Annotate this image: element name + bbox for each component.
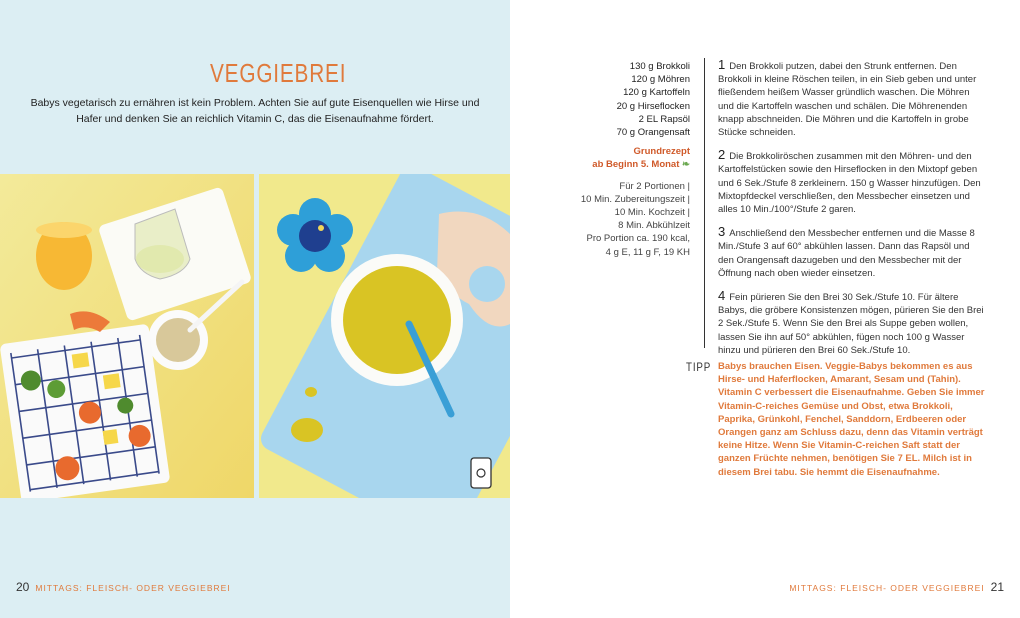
ingredient: 20 g Hirseflocken: [616, 100, 690, 112]
step: 2 Die Brokkoliröschen zusammen mit den Möhren- und den Kartoffelstücken sowie den Hirseflocken in den Mixtopf geben und 6 Sek./Stufe 8 zerkleinern. 150 g Wasser hinzufügen. Den Mixtopfdeckel verschließen, den Messbecher einsetzen und alles 10 Min./100°/Stufe 2 garen.: [718, 147, 981, 216]
tip-text: Babys brauchen Eisen. Veggie-Babys bekommen es aus Hirse- und Haferflocken, Amarant, Sesam und (Tahin). Vitamin C verbessert die Eisenaufnahme. Geben Sie immer Vitamin-C-reiches Gemüse und Obst, etwa Brokkoli, Paprika, Grünkohl, Fenchel, Sanddorn, Erdbeeren oder Orangen ganz am Schluss dazu, denn das Vitamin verträgt keine Hitze. Wenn Sie Vitamin-C-reichen Saft statt der ganzen Früchte nehmen, benötigen Sie 7 EL. Milch ist in diesem Brei tabu. Sie hemmt die Eisenaufnahme.: [718, 361, 985, 478]
step: 1 Den Brokkoli putzen, dabei den Strunk entfernen. Den Brokkoli in kleine Röschen teilen, in ein Sieb geben und unter fließendem heißem Wasser gründlich waschen. Die Möhren und die Kartoffeln waschen und schälen. Die Möhrenenden knapp abschneiden. Die Möhren und die Kartoffeln in grobe Stücke schneiden.: [718, 57, 977, 139]
recipe-title: VEGGIEBREI: [210, 58, 347, 88]
photo-ingredients: [0, 174, 254, 498]
ingredient: 120 g Kartoffeln: [623, 87, 690, 99]
ingredient: 130 g Brokkoli: [629, 61, 690, 72]
camera-icon: [471, 458, 491, 488]
footer-right: [789, 580, 1004, 594]
step: 4 Fein pürieren Sie den Brei 30 Sek./Stufe 10. Für ältere Babys, die gröbere Konsistenzen mögen, pürieren Sie den Brei 2 Sek./Stufe 5. Wenn Sie den Brei als Suppe geben wollen, lassen Sie ihn auf 50° abkühlen, fügen noch 100 g Wasser hinzu und pürieren den Brei 60 Sek./Stufe 10.: [718, 288, 984, 356]
page-number-left: 20: [16, 580, 30, 594]
tip-label: TIPP: [686, 362, 712, 374]
divider-line: [704, 58, 705, 348]
ingredients-list: [560, 60, 690, 259]
recipe-steps: [718, 58, 986, 366]
recipe-intro: Babys vegetarisch zu ernähren ist kein Problem. Achten Sie auf gute Eisenquellen wie Hirse und Hafer und denken Sie an reichlich Vitamin C, das die Eisenaufnahme fördert.: [30, 97, 480, 125]
page-number-right: 21: [990, 580, 1004, 594]
leaf-icon: ❧: [682, 159, 690, 171]
section-title-left: MITTAGS: FLEISCH- ODER VEGGIEBREI: [35, 583, 231, 593]
ingredient: 120 g Möhren: [631, 74, 690, 86]
photo-puree: [259, 174, 510, 498]
step: 3 Anschließend den Messbecher entfernen und die Masse 8 Min./Stufe 3 auf 60° abkühlen lassen. Dann das Rapsöl und den Orangensaft dazugeben und den Messbecher mit der Öffnung nach oben wieder einsetzen.: [718, 224, 975, 279]
footer-left: [16, 580, 231, 594]
section-title-right: MITTAGS: FLEISCH- ODER VEGGIEBREI: [789, 583, 985, 593]
ingredient: 2 EL Rapsöl: [638, 113, 690, 125]
grundrezept-label: Grundrezept ab Beginn 5. Monat ❧: [592, 146, 690, 171]
ingredient: 70 g Orangensaft: [616, 127, 690, 139]
recipe-meta: Für 2 Portionen | 10 Min. Zubereitungszeit | 10 Min. Kochzeit | 8 Min. Abkühlzeit Pro Portion ca. 190 kcal, 4 g E, 11 g F, 19 KH: [580, 180, 690, 258]
